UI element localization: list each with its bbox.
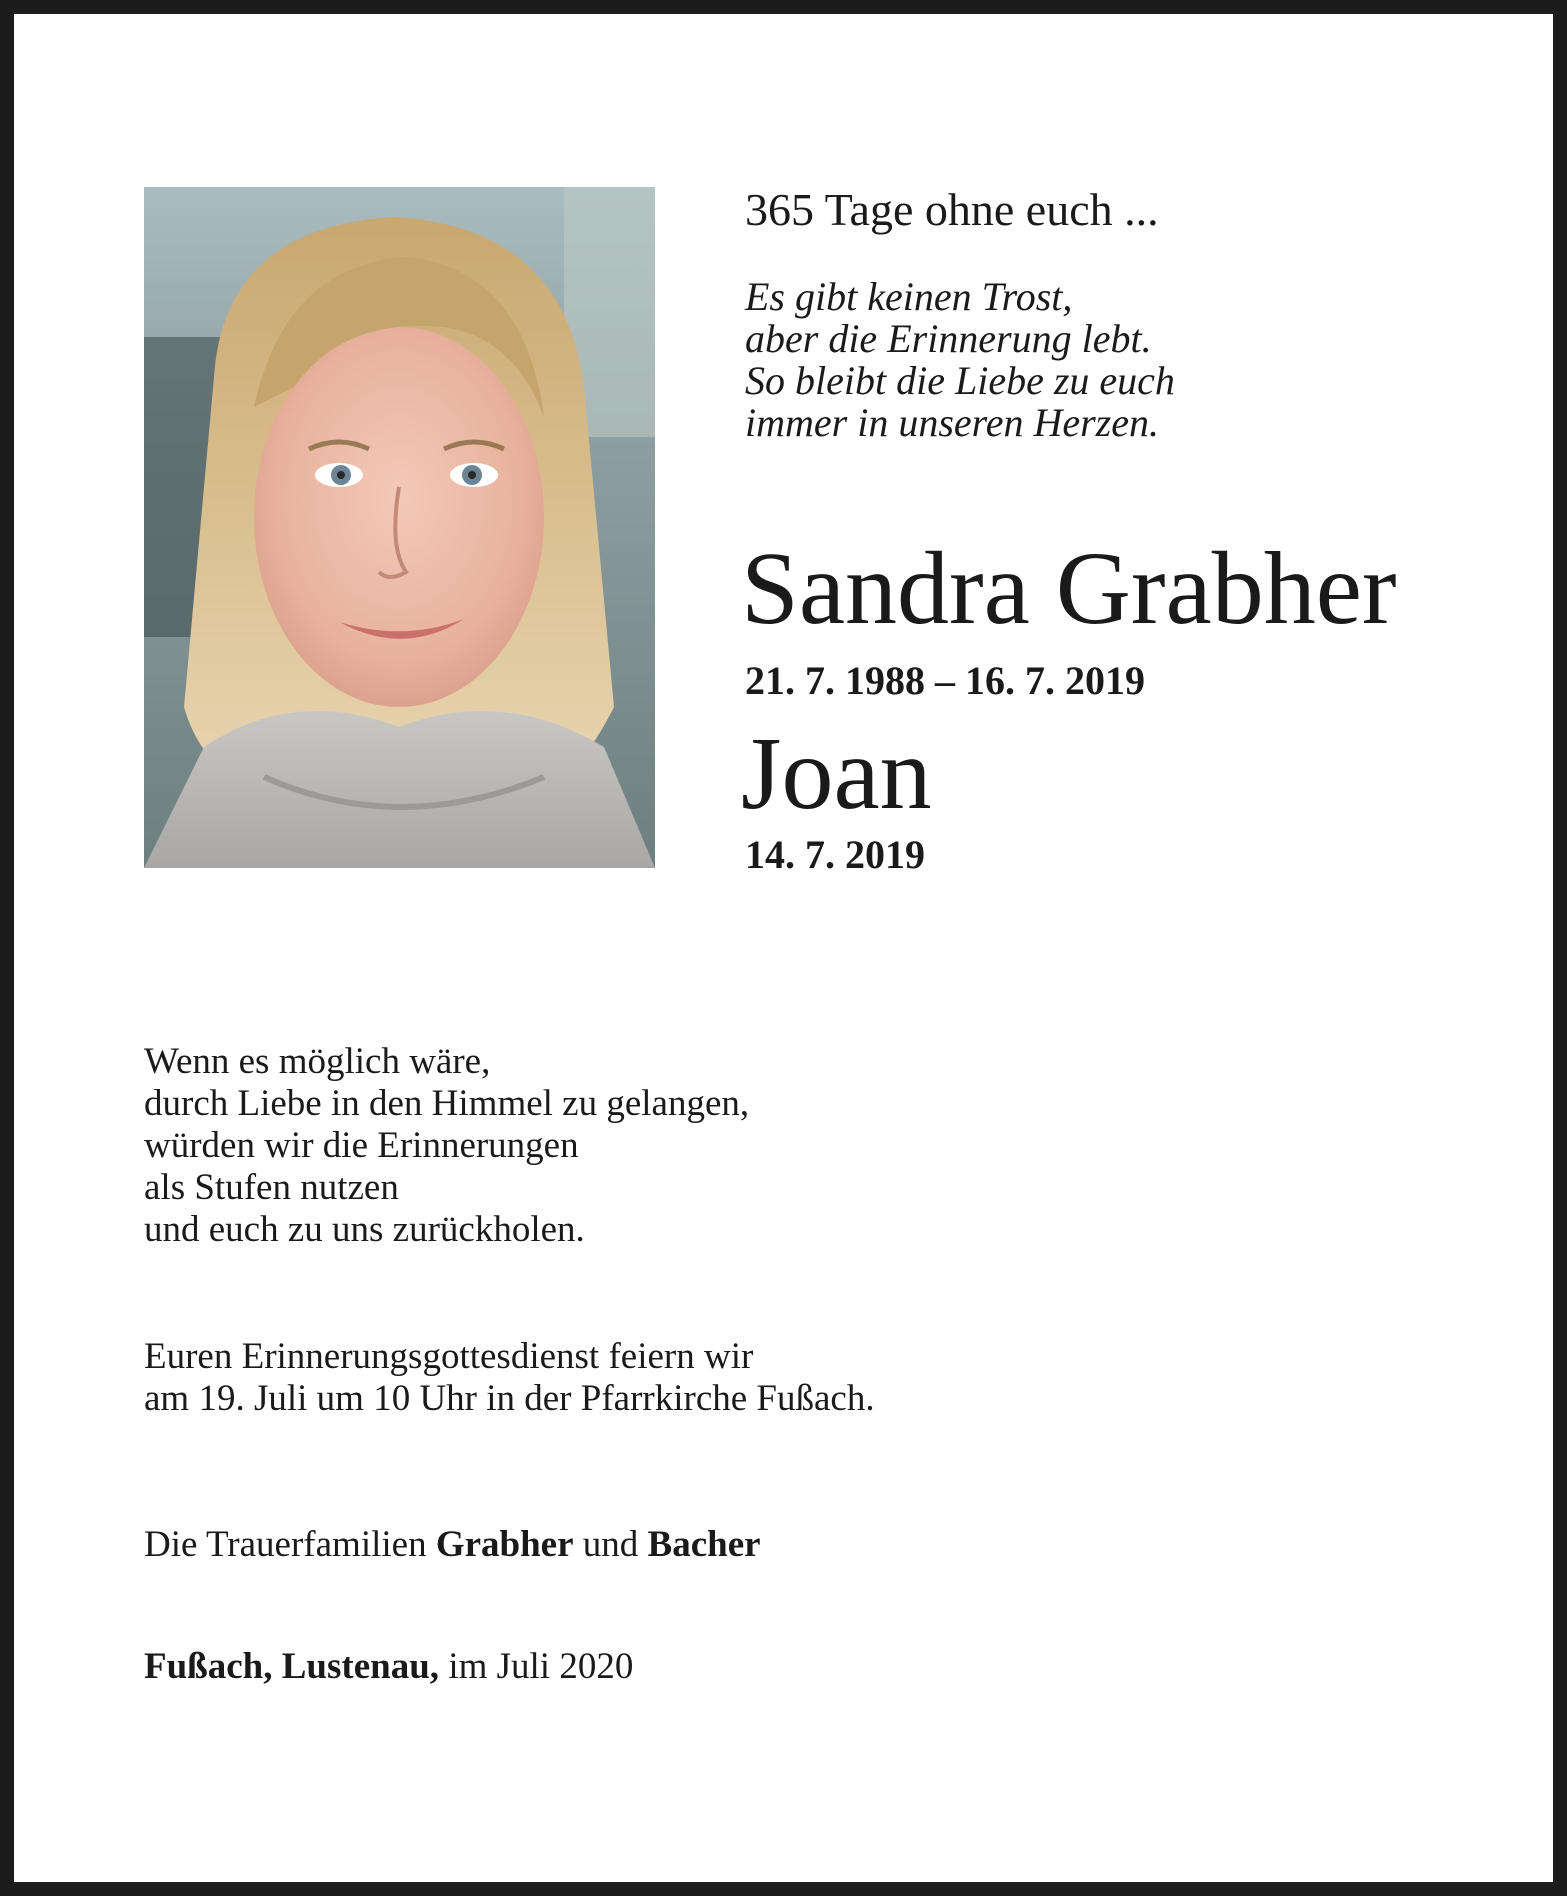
poem-line: würden wir die Erinnerungen (144, 1125, 579, 1166)
family-name-2: Bacher (647, 1524, 761, 1565)
families-joiner: und (573, 1524, 648, 1565)
families-prefix: Die Trauerfamilien (144, 1524, 436, 1565)
deceased-name-1: Sandra Grabher (741, 531, 1397, 646)
deceased-dates-1: 21. 7. 1988 – 16. 7. 2019 (745, 658, 1145, 703)
poem-line: Wenn es möglich wäre, (144, 1041, 491, 1082)
mourning-families (144, 1522, 761, 1568)
place-locations: Fußach, Lustenau, (144, 1646, 440, 1687)
quote-line: Es gibt keinen Trost, (745, 274, 1073, 319)
family-name-1: Grabher (435, 1524, 574, 1565)
portrait-photo (144, 187, 655, 868)
deceased-name-2: Joan (741, 716, 932, 831)
deceased-dates-2: 14. 7. 2019 (745, 832, 925, 877)
place-and-date (144, 1644, 633, 1690)
service-line: am 19. Juli um 10 Uhr in der Pfarrkirche Fußach. (144, 1378, 875, 1419)
place-date: im Juli 2020 (439, 1646, 634, 1687)
poem-line: als Stufen nutzen (144, 1167, 399, 1208)
service-announcement (144, 1336, 875, 1420)
poem-line: durch Liebe in den Himmel zu gelangen, (144, 1083, 750, 1124)
quote-line: So bleibt die Liebe zu euch (745, 358, 1175, 403)
quote-line: immer in unseren Herzen. (745, 400, 1160, 445)
headline: 365 Tage ohne euch ... (745, 184, 1159, 235)
quote-line: aber die Erinnerung lebt. (745, 316, 1152, 361)
service-line: Euren Erinnerungsgottesdienst feiern wir (144, 1336, 754, 1377)
poem-line: und euch zu uns zurückholen. (144, 1209, 585, 1250)
portrait-image (144, 187, 655, 868)
poem (144, 1041, 749, 1251)
quote (745, 276, 1175, 444)
